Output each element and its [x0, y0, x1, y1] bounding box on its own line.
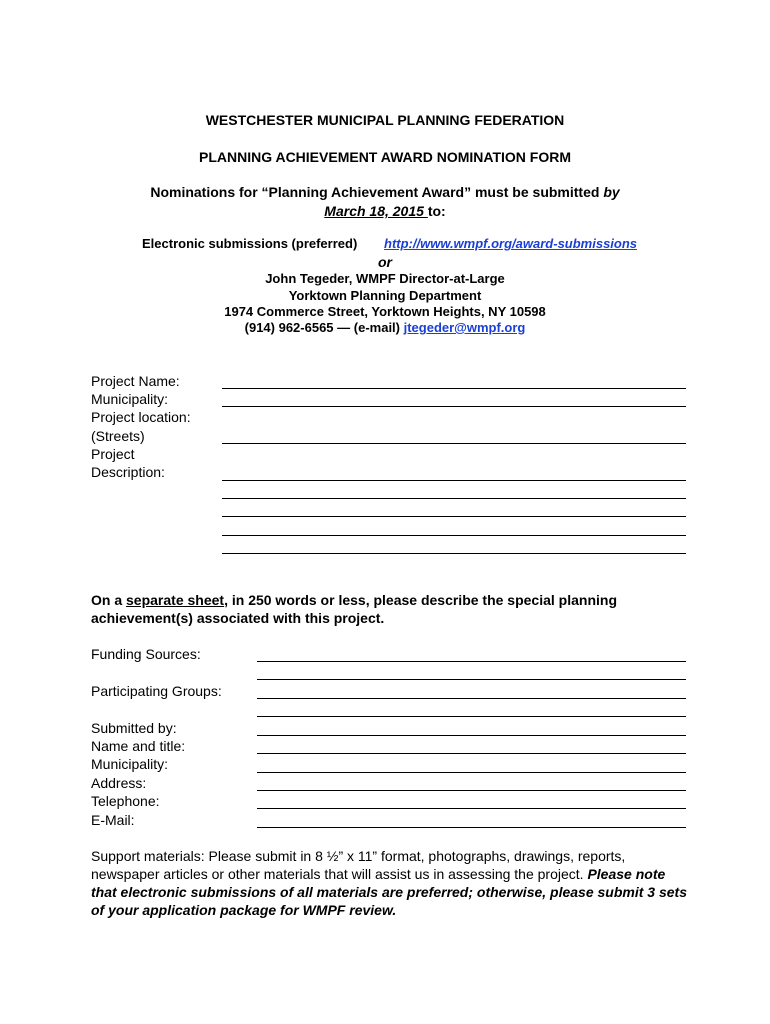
instruction-part2: , in 250 words or less, please describe the special planning — [224, 592, 618, 608]
nomination-to: to: — [427, 203, 446, 219]
nomination-date: March 18, 2015 — [324, 203, 428, 219]
form-title: PLANNING ACHIEVEMENT AWARD NOMINATION FORM — [198, 149, 572, 165]
description-field-line-3[interactable] — [222, 516, 686, 517]
municipality-field[interactable] — [222, 406, 686, 407]
project-label: Project — [91, 446, 135, 462]
submitted-by-field[interactable] — [257, 735, 686, 736]
telephone-label: Telephone: — [91, 793, 160, 809]
submitter-municipality-field[interactable] — [257, 772, 686, 773]
participating-groups-field-1[interactable] — [257, 698, 686, 699]
organization-name: WESTCHESTER MUNICIPAL PLANNING FEDERATION — [205, 112, 565, 128]
municipality-label: Municipality: — [91, 391, 169, 407]
participating-groups-label: Participating Groups: — [91, 683, 222, 699]
streets-label: (Streets) — [91, 428, 145, 444]
electronic-submission-label: Electronic submissions (preferred) — [142, 236, 358, 251]
address-field[interactable] — [257, 790, 686, 791]
contact-phone-email — [0, 320, 770, 335]
or-separator: or — [378, 254, 392, 270]
description-field-line-4[interactable] — [222, 535, 686, 536]
submitter-municipality-label: Municipality: — [91, 756, 169, 772]
address-label: Address: — [91, 775, 147, 791]
funding-sources-field-1[interactable] — [257, 661, 686, 662]
project-location-field[interactable] — [222, 443, 686, 444]
contact-address: 1974 Commerce Street, Yorktown Heights, NY 10598 — [224, 304, 546, 319]
support-materials-text: Support materials: Please submit in 8 ½” x 11” format, photographs, drawings, reports, newspaper articles or other materials that will assist us in assessing the project. — [91, 848, 626, 882]
support-materials-emphasis: Please note that electronic submissions of all materials are preferred; otherwise, please submit 3 sets of your application package for WMPF review. — [91, 866, 687, 918]
email-label: E-Mail: — [91, 812, 135, 828]
participating-groups-field-2[interactable] — [257, 716, 686, 717]
nomination-by: by — [603, 184, 620, 200]
description-label: Description: — [91, 464, 165, 480]
support-materials-note — [91, 847, 693, 919]
description-field-line-5[interactable] — [222, 553, 686, 554]
contact-name: John Tegeder, WMPF Director-at-Large — [265, 271, 505, 286]
email-field[interactable] — [257, 827, 686, 828]
contact-phone: (914) 962-6565 — (e-mail) — [244, 320, 404, 335]
instruction-separate-sheet: separate sheet — [126, 592, 225, 608]
instruction-line2: achievement(s) associated with this project. — [91, 610, 385, 626]
telephone-field[interactable] — [257, 808, 686, 809]
project-name-field[interactable] — [222, 388, 686, 389]
name-title-label: Name and title: — [91, 738, 186, 754]
contact-email-link[interactable]: jtegeder@wmpf.org — [403, 320, 526, 335]
separate-sheet-instruction — [91, 591, 711, 627]
nomination-deadline — [0, 183, 770, 221]
funding-sources-field-2[interactable] — [257, 679, 686, 680]
description-field-line-2[interactable] — [222, 498, 686, 499]
contact-department: Yorktown Planning Department — [288, 288, 482, 303]
funding-sources-label: Funding Sources: — [91, 646, 201, 662]
nomination-text: Nominations for “Planning Achievement Award” must be submitted — [150, 184, 604, 200]
project-name-label: Project Name: — [91, 373, 180, 389]
description-field-line-1[interactable] — [222, 480, 686, 481]
submission-url-link[interactable]: http://www.wmpf.org/award-submissions — [384, 236, 638, 251]
project-location-label: Project location: — [91, 409, 191, 425]
instruction-part1: On a — [91, 592, 127, 608]
submitted-by-label: Submitted by: — [91, 720, 177, 736]
name-title-field[interactable] — [257, 753, 686, 754]
